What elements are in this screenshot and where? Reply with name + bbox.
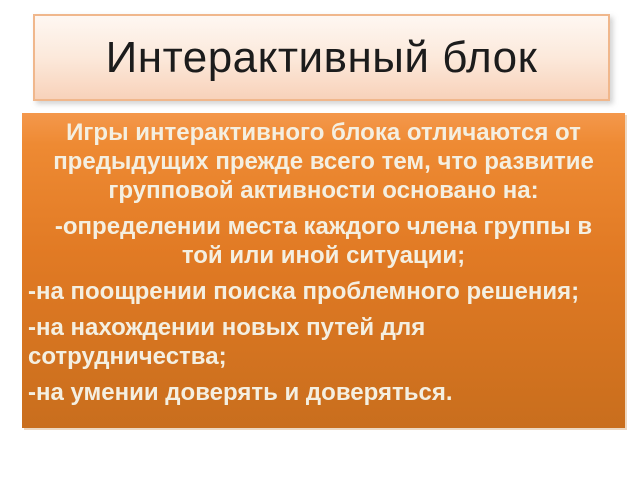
text-line: той или иной ситуации; — [181, 242, 466, 269]
content-paragraph-item-3 — [28, 313, 619, 371]
slide-content-box — [22, 113, 625, 428]
text-line: -на поощрении поиска проблемного решения; — [28, 278, 580, 305]
text-line: сотрудничества; — [28, 343, 227, 370]
content-paragraph-item-2 — [28, 277, 619, 306]
text-line: групповой активности основано на: — [108, 177, 539, 204]
text-line: -на умении доверять и доверяться. — [28, 379, 453, 406]
text-line: -на нахождении новых путей для — [28, 314, 426, 341]
content-paragraph-item-4 — [28, 378, 619, 407]
content-paragraph-item-1 — [28, 212, 619, 270]
slide-title: Интерактивный блок — [105, 32, 538, 82]
text-line: -определении места каждого члена группы в — [54, 213, 593, 240]
text-line: предыдущих прежде всего тем, что развитие — [53, 148, 594, 175]
text-line: Игры интерактивного блока отличаются от — [66, 119, 581, 146]
slide-title-box — [33, 14, 610, 101]
content-paragraph-intro — [28, 118, 619, 205]
